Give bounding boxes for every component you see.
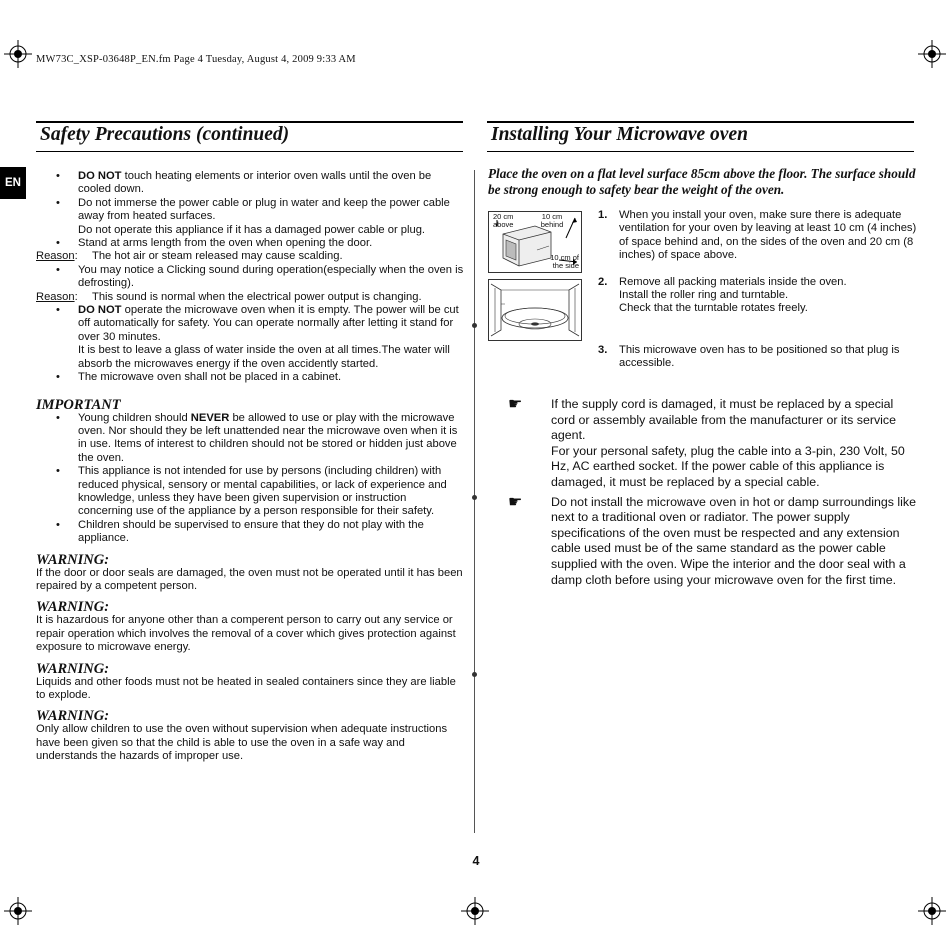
list-item: • Stand at arms length from the oven when opening the door. [36,237,464,250]
list-item: • Young children should NEVER be allowed to use or play with the microwave oven. Nor should they be left unattended near the microwave oven when it is in use. Items of interest to children should not be stored or hidden just above the oven. [56,411,458,464]
warning-heading: WARNING: [36,708,110,725]
warning-text: If the door or door seals are damaged, the oven must not be operated until it has been repaired by a competent person. [36,566,463,592]
item-text: Do not operate this appliance if it has a damaged power cable or plug. [78,223,426,236]
turntable-illustration [489,280,581,340]
list-item: • DO NOT operate the microwave oven when it is empty. The power will be cut off automatically for safety. You can operate normally after letting it stand for over 30 minutes. It is best to leave a glass of water inside the oven at all times.The water will absorb the microwaves energy if the oven accidently started. [56,304,459,370]
registration-mark-icon [918,40,946,68]
list-item [508,397,918,491]
list-item: • DO NOT touch heating elements or interior oven walls until the oven be cooled down. [56,170,432,196]
bold-text: NEVER [190,411,230,424]
file-header: MW73C_XSP-03648P_EN.fm Page 4 Tuesday, August 4, 2009 9:33 AM [36,54,356,65]
list-item [598,276,918,316]
warning-heading: WARNING: [36,599,110,616]
list-item [598,344,918,371]
install-steps [598,209,918,371]
note-text: If the supply cord is damaged, it must be replaced by a special cord or assembly available from the manufacturer or its service agent. [551,397,897,443]
item-text: It is best to leave a glass of water inside the oven at all times.The water will absorb the microwaves energy if the oven accidently started. [78,344,450,370]
title-rule-bottom [487,151,914,152]
step-text: When you install your oven, make sure there is adequate ventilation for your oven by leaving at least 10 cm (4 inches) of space behind and, on the sides of the oven and 20 cm (8 inches) of space above. [619,209,917,262]
bold-text: DO NOT [78,170,122,182]
item-text: The microwave oven shall not be placed in a cabinet. [78,371,342,384]
list-item: • The microwave oven shall not be placed in a cabinet. [36,371,464,384]
item-text: Stand at arms length from the oven when opening the door. [78,237,373,250]
reason-text: The hot air or steam released may cause scalding. [92,250,343,263]
left-section-title: Safety Precautions (continued) [40,124,290,145]
label-side: 10 cm of the side [550,253,579,270]
list-item [598,209,918,263]
divider-dot [472,495,477,500]
title-rule-top [487,121,914,123]
bold-text: DO NOT [78,304,122,317]
step-text: Check that the turntable rotates freely. [619,302,808,315]
warning-text: It is hazardous for anyone other than a comperent person to carry out any service or repair operation which involves the removal of a cover which gives protection against exposure to microwave energy. [36,614,456,654]
reason-line: Reason: The hot air or steam released may cause scalding. [36,250,343,263]
page-number: 4 [472,854,480,868]
step-text: This microwave oven has to be positioned so that plug is accessible. [619,343,900,370]
reason-label: Reason [36,250,75,263]
safety-content [36,170,464,764]
pointing-hand-icon: ☛ [508,493,523,511]
clearance-figure [488,211,582,273]
registration-mark-icon [461,897,489,925]
important-heading: IMPORTANT [36,396,121,413]
item-text: You may notice a Clicking sound during operation(especially when the oven is defrosting). [78,263,464,290]
registration-mark-icon [918,897,946,925]
list-item: • You may notice a Clicking sound during operation(especially when the oven is defrosting). [56,263,464,290]
notes [508,397,918,592]
reason-label: Reason [36,290,75,303]
intro-text: Place the oven on a flat level surface 85cm above the floor. The surface should be strong enough to safety bear the weight of the oven. [488,166,916,197]
right-section-title: Installing Your Microwave oven [491,124,748,145]
list-item: • Children should be supervised to ensure that they do not play with the appliance. [36,519,464,546]
warning-text: Only allow children to use the oven without supervision when adequate instructions have been given so that the child is able to use the oven in a safe way and understands the hazards of improper use. [36,723,448,763]
registration-mark-icon [4,40,32,68]
title-rule-top [36,121,463,123]
language-tab: EN [0,167,26,199]
item-text: This appliance is not intended for use by persons (including children) with reduced physical, sensory or mental capabilities, or lack of experience and knowledge, unless they have been given supervision or instruction concerning use of the appliance by a person responsible for their safety. [78,465,447,518]
label-behind: 10 cm behind [540,212,564,229]
step-text: Remove all packing materials inside the oven. [619,275,847,288]
step-number: 3. [598,343,608,356]
divider-dot [472,672,477,677]
warning-heading: WARNING: [36,551,110,568]
reason-text: This sound is normal when the electrical power output is changing. [92,290,422,303]
pointing-hand-icon: ☛ [508,396,523,413]
warning-text: Liquids and other foods must not be heated in sealed containers since they are liable to explode. [36,675,456,701]
column-divider [474,170,475,833]
list-item: • This appliance is not intended for use by persons (including children) with reduced physical, sensory or mental capabilities, or lack of experience and knowledge, unless they have been given supervision or instruction concerning use of the appliance by a person responsible for their safety. [36,465,464,519]
item-text: operate the microwave oven when it is empty. The power will be cut off automatically for safety. You can operate normally after letting it stand for over 30 minutes. [78,304,459,343]
item-text: be allowed to use or play with the microwave oven. Nor should they be left unattended near the microwave oven when it is in use. Items of interest to children should not be stored or hidden just above the oven. [78,411,458,464]
divider-dot [472,323,477,328]
list-item [508,495,918,589]
item-text: Young children should [78,411,191,424]
label-above: 20 cm above [493,212,514,229]
registration-mark-icon [4,897,32,925]
item-text: Children should be supervised to ensure that they do not play with the appliance. [78,518,424,545]
step-text: Install the roller ring and turntable. [619,289,789,302]
item-text: Do not immerse the power cable or plug in water and keep the power cable away from heated surfaces. [78,196,450,223]
note-text: Do not install the microwave oven in hot or damp surroundings like next to a traditional oven or radiator. The power supply specifications of the oven must be respected and any extension cable used must be of the same standard as the power cable supplied with the oven. Wipe the interior and the door seal with a damp cloth before using your microwave oven for the first time. [551,494,917,587]
list-item: • Do not immerse the power cable or plug in water and keep the power cable away from heated surfaces. Do not operate this appliance if it has a damaged power cable or plug. [56,196,450,236]
title-rule-bottom [36,151,463,152]
item-text: touch heating elements or interior oven walls until the oven be cooled down. [78,170,432,196]
note-text: For your personal safety, plug the cable into a 3-pin, 230 Volt, 50 Hz, AC earthed socket. If the power cable of this appliance is damaged, it must be replaced by a special cable. [551,443,905,489]
warning-heading: WARNING: [36,660,110,677]
step-number: 1. [598,209,608,221]
step-number: 2. [598,275,608,288]
reason-line: Reason: This sound is normal when the electrical power output is changing. [36,290,422,303]
turntable-figure [488,279,582,341]
